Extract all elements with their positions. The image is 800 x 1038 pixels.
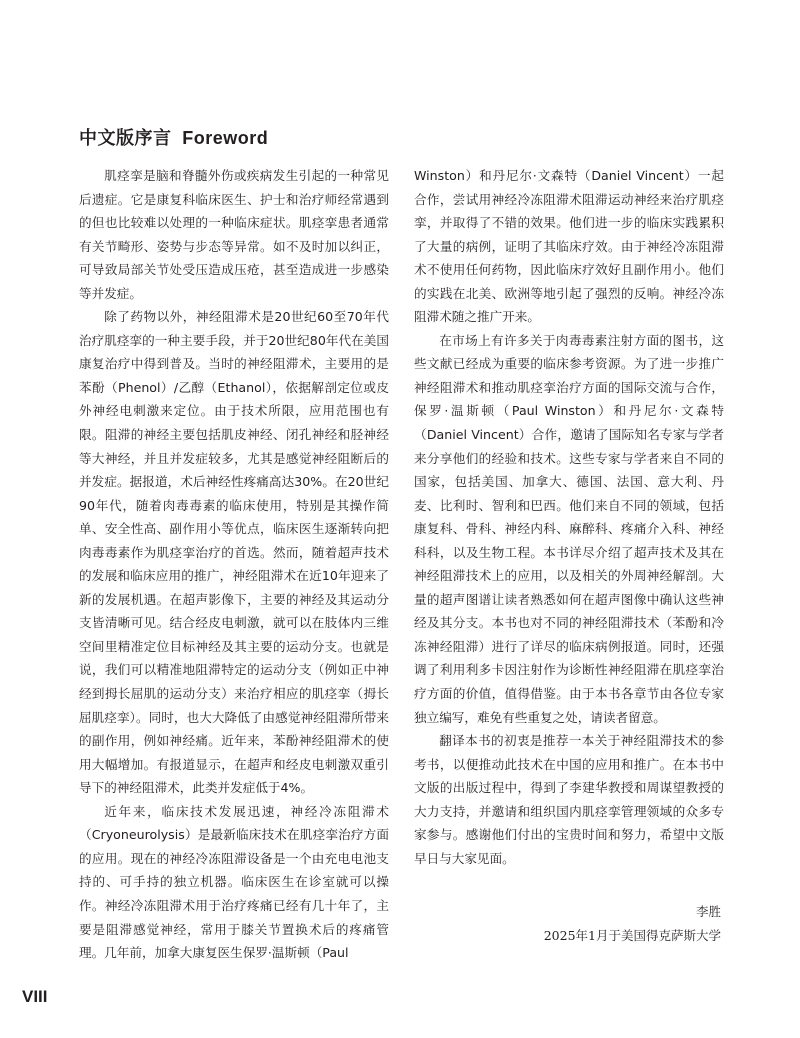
page-title xyxy=(79,124,268,150)
title-zh: 中文版序言 xyxy=(79,128,172,149)
title-en: Foreword xyxy=(182,128,269,148)
signature-date-place: 2025年1月于美国得克萨斯大学 xyxy=(543,928,721,943)
paragraph: 肌痉挛是脑和脊髓外伤或疾病发生引起的一种常见后遗症。它是康复科临床医生、护士和治疗师经常遇到的但也比较难以处理的一种临床症状。肌痉挛患者通常有关节畸形、姿势与步态等异常。如不及时加以纠正，可导致局部关节处受压造成压疮，甚至造成进一步感染等并发症。 xyxy=(79,168,389,301)
signature-block xyxy=(544,900,721,948)
right-column xyxy=(414,164,724,870)
left-column xyxy=(79,164,389,965)
paragraph: 在市场上有许多关于肉毒毒素注射方面的图书，这些文献已经成为重要的临床参考资源。为了进一步推广神经阻滞术和推动肌痉挛治疗方面的国际交流与合作，保罗·温斯顿（Paul Winston）和丹尼尔·文森特（Daniel Vincent）合作，邀请了国际知名专家与学者来分享他们的经验和技术。这些专家与学者来自不同的国家，包括美国、加拿大、德国、法国、意大利、丹麦、比利时、智利和巴西。他们来自不同的领域，包括康复科、骨科、神经内科、麻醉科、疼痛介入科、神经科科，以及生物工程。本书详尽介绍了超声技术及其在神经阻滞技术上的应用，以及相关的外周神经解剖。大量的超声图谱让读者熟悉如何在超声图像中确认这些神经及其分支。本书也对不同的神经阻滞技术（苯酚和冷冻神经阻滞）进行了详尽的临床病例报道。同时，还强调了利用利多卡因注射作为诊断性神经阻滞在肌痉挛治疗方面的价值，值得借鉴。由于本书各章节由各位专家独立编写，难免有些重复之处，请读者留意。 xyxy=(414,332,724,725)
paragraph: 近年来，临床技术发展迅速，神经冷冻阻滞术（Cryoneurolysis）是最新临床技术在肌痉挛治疗方面的应用。现在的神经冷冻阻滞设备是一个由充电电池支持的、可手持的独立机器。临床医生在诊室就可以操作。神经冷冻阻滞术用于治疗疼痛已经有几十年了，主要是阻滞感觉神经，常用于膝关节置换术后的疼痛管理。几年前，加拿大康复医生保罗·温斯顿（Paul xyxy=(79,803,389,961)
paragraph-continuation: Winston）和丹尼尔·文森特（Daniel Vincent）一起合作，尝试用神经冷冻阻滞术阻滞运动神经来治疗肌痉挛，并取得了不错的效果。他们进一步的临床实践累积了大量的病例，证明了其临床疗效。由于神经冷冻阻滞术不使用任何药物，因此临床疗效好且副作用小。他们的实践在北美、欧洲等地引起了强烈的反响。神经冷冻阻滞术随之推广开来。 xyxy=(414,168,724,325)
paragraph: 翻译本书的初衷是推荐一本关于神经阻滞技术的参考书，以便推动此技术在中国的应用和推广。在本书中文版的出版过程中，得到了李建华教授和周谋望教授的大力支持，并邀请和组织国内肌痉挛管理领域的众多专家参与。感谢他们付出的宝贵时间和努力，希望中文版早日与大家见面。 xyxy=(414,733,724,866)
page-number: VIII xyxy=(22,987,48,1006)
paragraph: 除了药物以外，神经阻滞术是20世纪60至70年代治疗肌痉挛的一种主要手段，并于20世纪80年代在美国康复治疗中得到普及。当时的神经阻滞术，主要用的是苯酚（Phenol）/乙醇（Ethanol），依据解剖定位或皮外神经电刺激来定位。由于技术所限，应用范围也有限。阻滞的神经主要包括肌皮神经、闭孔神经和胫神经等大神经，并且并发症较多，尤其是感觉神经阻断后的并发症。据报道，术后神经性疼痛高达30%。在20世纪90年代，随着肉毒毒素的临床使用，特别是其操作简单、安全性高、副作用小等优点，临床医生逐渐转向把肉毒毒素作为肌痉挛治疗的首选。然而，随着超声技术的发展和临床应用的推广，神经阻滞术在近10年迎来了新的发展机遇。在超声影像下，主要的神经及其运动分支皆清晰可见。结合经皮电刺激，就可以在肢体内三维空间里精准定位目标神经及其主要的运动分支。也就是说，我们可以精准地阻滞特定的运动分支（例如正中神经到拇长屈肌的运动分支）来治疗相应的肌痉挛（拇长屈肌痉挛）。同时，也大大降低了由感觉神经阻滞所带来的副作用，例如神经痛。近年来，苯酚神经阻滞术的使用大幅增加。有报道显示，在超声和经皮电刺激双重引导下的神经阻滞术，此类并发症低于4%。 xyxy=(79,309,389,796)
signature-name: 李胜 xyxy=(695,904,721,919)
